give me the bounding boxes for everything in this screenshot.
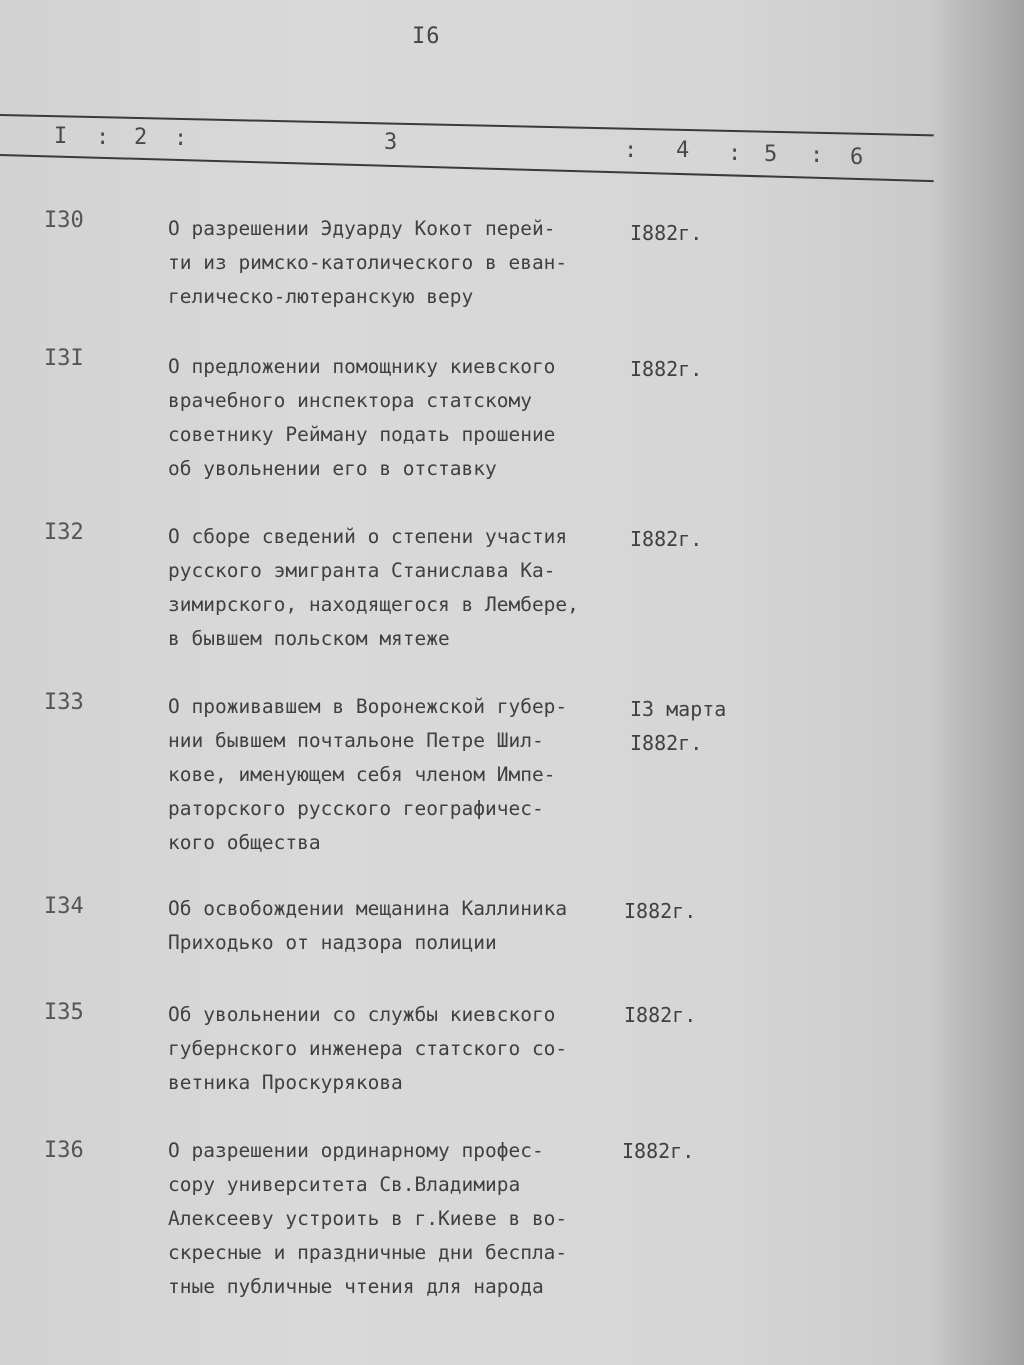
- entry-description: О разрешении ординарному профес- сору университета Св.Владимира Алексееву устроить в г.Киеве в во- скресные и праздничные дни бесплa- тные публичные чтения для народа: [168, 1139, 568, 1298]
- entry-date: I3 марта I882г.: [630, 697, 727, 755]
- column-header-separator: :: [728, 141, 742, 166]
- column-header-6: 6: [850, 145, 864, 170]
- entry-date: I882г.: [622, 1139, 695, 1163]
- column-header-3: 3: [384, 130, 398, 155]
- entry-description: Об освобождении мещанина Каллиника Приходько от надзора полиции: [168, 897, 568, 954]
- column-header-separator: :: [96, 125, 110, 150]
- page-edge-shadow: [929, 0, 1024, 1365]
- entry-description: Об увольнении со службы киевского губернского инженера статского со- ветника Проскурякова: [168, 1003, 568, 1094]
- entry-date: I882г.: [630, 527, 703, 551]
- entry-number: I30: [44, 208, 84, 233]
- entry-number: I32: [44, 520, 84, 545]
- entry-number: I35: [44, 1000, 84, 1025]
- entry-date: I882г.: [630, 221, 703, 245]
- entry-description: О проживавшем в Воронежской губер- нии бывшем почтальоне Петре Шил- кове, именующем себя членом Импе- раторского русского географичес- кого общества: [168, 695, 568, 854]
- column-header-separator: :: [624, 138, 638, 163]
- entry-number: I34: [44, 894, 84, 919]
- column-header-2: 2: [134, 125, 148, 150]
- entry-date: I882г.: [624, 1003, 697, 1027]
- entry-description: О сборе сведений о степени участия русского эмигранта Станислава Ка- зимирского, находящегося в Лембере, в бывшем польском мятеже: [168, 525, 579, 650]
- entry-date: I882г.: [630, 357, 703, 381]
- column-header-5: 5: [764, 142, 778, 167]
- page-number: I6: [412, 24, 441, 49]
- column-header-separator: :: [810, 143, 824, 168]
- column-header-1: I: [54, 124, 68, 149]
- entry-number: I36: [44, 1138, 84, 1163]
- table-header-rule: [0, 154, 934, 182]
- entry-number: I3I: [44, 346, 84, 371]
- entry-date: I882г.: [624, 899, 697, 923]
- entry-number: I33: [44, 690, 84, 715]
- entry-description: О разрешении Эдуарду Кокот перей- ти из римско-католического в еван- гелическо-лютеранскую веру: [168, 217, 568, 308]
- column-header-separator: :: [174, 126, 188, 151]
- entry-description: О предложении помощнику киевского врачебного инспектора статскому советнику Рейману подать прошение об увольнении его в отставку: [168, 355, 556, 480]
- column-header-4: 4: [676, 138, 690, 163]
